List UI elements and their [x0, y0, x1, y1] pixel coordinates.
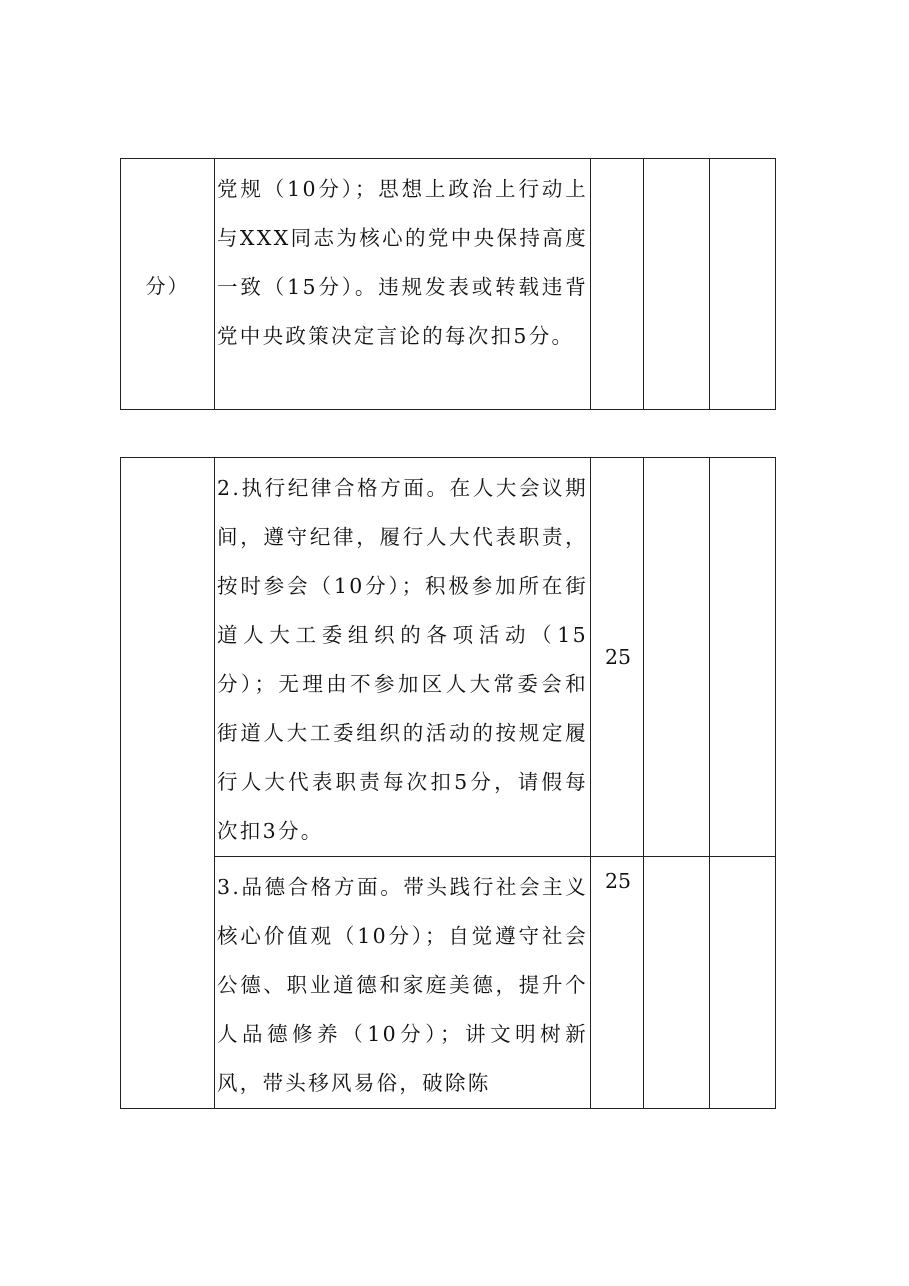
self-assessment-cell: [644, 159, 710, 410]
criteria-content-cell: 2.执行纪律合格方面。在人大会议期间，遵守纪律，履行人大代表职责，按时参会（10分）；积极参加所在街道人大工委组织的各项活动（15分）；无理由不参加区人大常委会和街道人大工委组织的活动的按规定履行人大代表职责每次扣5分，请假每次扣3分。: [215, 458, 591, 857]
assessment-table-part-1: [120, 158, 776, 410]
category-cell: [121, 458, 215, 1109]
table-row: [121, 857, 776, 1109]
score-cell: [591, 159, 644, 410]
score-cell: 25: [591, 458, 644, 857]
assessment-table-part-2: [120, 457, 776, 1109]
review-score-cell: [710, 159, 776, 410]
category-cell: 分）: [121, 159, 215, 410]
review-score-cell: [710, 857, 776, 1109]
self-assessment-cell: [644, 857, 710, 1109]
score-cell: 25: [591, 857, 644, 1109]
review-score-cell: [710, 458, 776, 857]
criteria-content-cell: 党规（10分）；思想上政治上行动上与XXX同志为核心的党中央保持高度一致（15分）。违规发表或转载违背党中央政策决定言论的每次扣5分。: [215, 159, 591, 410]
table-row: [121, 159, 776, 410]
table-row: [121, 458, 776, 857]
criteria-content-cell: 3.品德合格方面。带头践行社会主义核心价值观（10分）；自觉遵守社会公德、职业道德和家庭美德，提升个人品德修养（10分）；讲文明树新风，带头移风易俗，破除陈: [215, 857, 591, 1109]
self-assessment-cell: [644, 458, 710, 857]
